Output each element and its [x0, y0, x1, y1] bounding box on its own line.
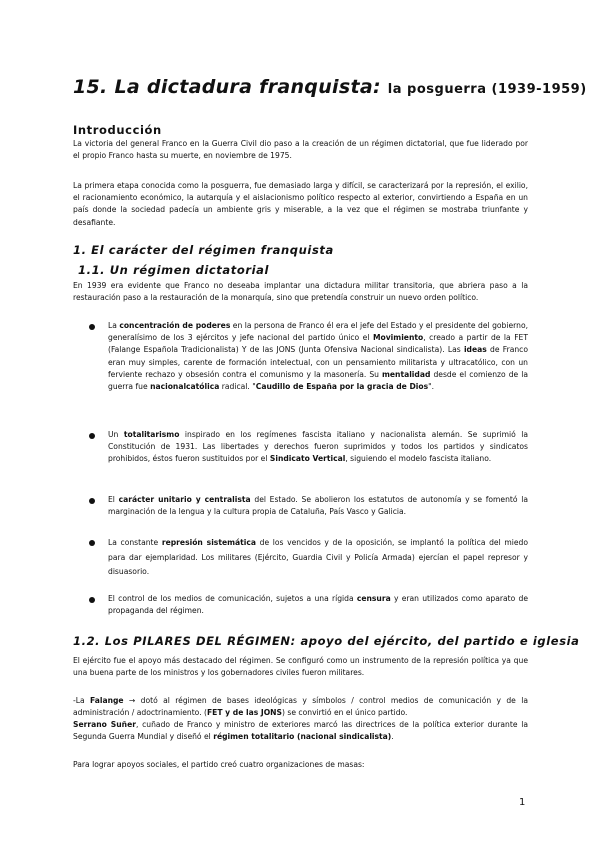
title-main: 15. La dictadura franquista: [73, 76, 388, 98]
title-sub: la posguerra (1939-1959) [387, 82, 587, 97]
intro-paragraph-2: La primera etapa conocida como la posguerra, fue demasiado larga y difícil, se caracterizará por la represión, el exilio, el racionamiento económico, la autarquía y el aislacionismo político respecto al exterior, convirtiendo a España en un país donde la sociedad padecía un ambiente gris y miserable, a la vez que el régimen se mostraba triunfante y desafiante. [73, 181, 528, 227]
section-1-2-paragraph-1: El ejército fue el apoyo más destacado del régimen. Se configuró como un instrumento de la represión política ya que una buena parte de los ministros y los gobernadores civiles fueron militares. [73, 656, 528, 678]
bullet-dot [89, 597, 95, 603]
section-1-2-paragraph-4: Para lograr apoyos sociales, el partido creó cuatro organizaciones de masas: [73, 760, 365, 769]
bullet-dot [89, 324, 95, 330]
bullet-item-centralismo: El carácter unitario y centralista del Estado. Se abolieron los estatutos de autonomía y se fomentó la marginación de la lengua y la cultura propia de Cataluña, País Vasco y Galicia. [108, 495, 528, 517]
bullet-item-censura: El control de los medios de comunicación, sujetos a una rígida censura y eran utilizados como aparato de propaganda del régimen. [108, 594, 528, 616]
section-1-2-paragraph-serrano: Serrano Suñer, cuñado de Franco y ministro de exteriores marcó las directrices de la política exterior durante la Segunda Guerra Mundial y diseñó el régimen totalitario (nacional sindicalista). [73, 720, 528, 742]
bullet-item-represion: La constante represión sistemática de los vencidos y de la oposición, se implantó la política del miedo para dar ejemplaridad. Los militares (Ejército, Guardia Civil y Policía Armada) ejercían el papel represor y disuasorio. [108, 538, 528, 576]
bullet-dot [89, 540, 95, 546]
intro-heading: Introducción [73, 123, 162, 137]
section-1-2-paragraph-falange: -La Falange → dotó al régimen de bases ideológicas y símbolos / control medios de comunicación y de la administración / adoctrinamiento. (FET y de las JONS) se convirtió en el único partido. [73, 696, 528, 718]
section-1-1-paragraph: En 1939 era evidente que Franco no deseaba implantar una dictadura militar transitoria, que abriera paso a la restauración paso a la restauración de la monarquía, sino que pretendía construir un nuevo orden político. [73, 281, 528, 303]
section-1-heading: 1. El carácter del régimen franquista [73, 243, 334, 257]
section-1-1-heading: 1.1. Un régimen dictatorial [78, 263, 270, 277]
intro-paragraph-1: La victoria del general Franco en la Guerra Civil dio paso a la creación de un régimen dictatorial, que fue liderado por el propio Franco hasta su muerte, en noviembre de 1975. [73, 139, 528, 161]
bullet-dot [89, 433, 95, 439]
section-1-2-heading: 1.2. Los PILARES DEL RÉGIMEN: apoyo del ejército, del partido e iglesia [73, 634, 580, 648]
bullet-item-concentracion: La concentración de poderes en la persona de Franco él era el jefe del Estado y el presidente del gobierno, generalísimo de los 3 ejércitos y jefe nacional del partido único el Movimiento, creado a partir de la FET (Falange Española Tradicionalista) Y de las JONS (Junta Ofensiva Nacional sindicalista). Las ideas de Franco eran muy simples, carente de formación intelectual, con un pensamiento militarista y ultracatólico, con un ferviente rechazo y obsesión contra el comunismo y la masonería. Su mentalidad desde el comienzo de la guerra fue nacionalcatólica radical. "Caudillo de España por la gracia de Dios". [108, 321, 529, 392]
page-title [73, 76, 587, 98]
page-number: 1 [519, 797, 526, 808]
bullet-item-totalitarismo: Un totalitarismo inspirado en los regímenes fascista italiano y nacionalista alemán. Se suprimió la Constitución de 1931. Las libertades y derechos fueron suprimidos y todos los partidos y sindicatos prohibidos, éstos fueron sustituidos por el Sindicato Vertical, siguiendo el modelo fascista italiano. [108, 430, 528, 464]
bullet-dot [89, 498, 95, 504]
